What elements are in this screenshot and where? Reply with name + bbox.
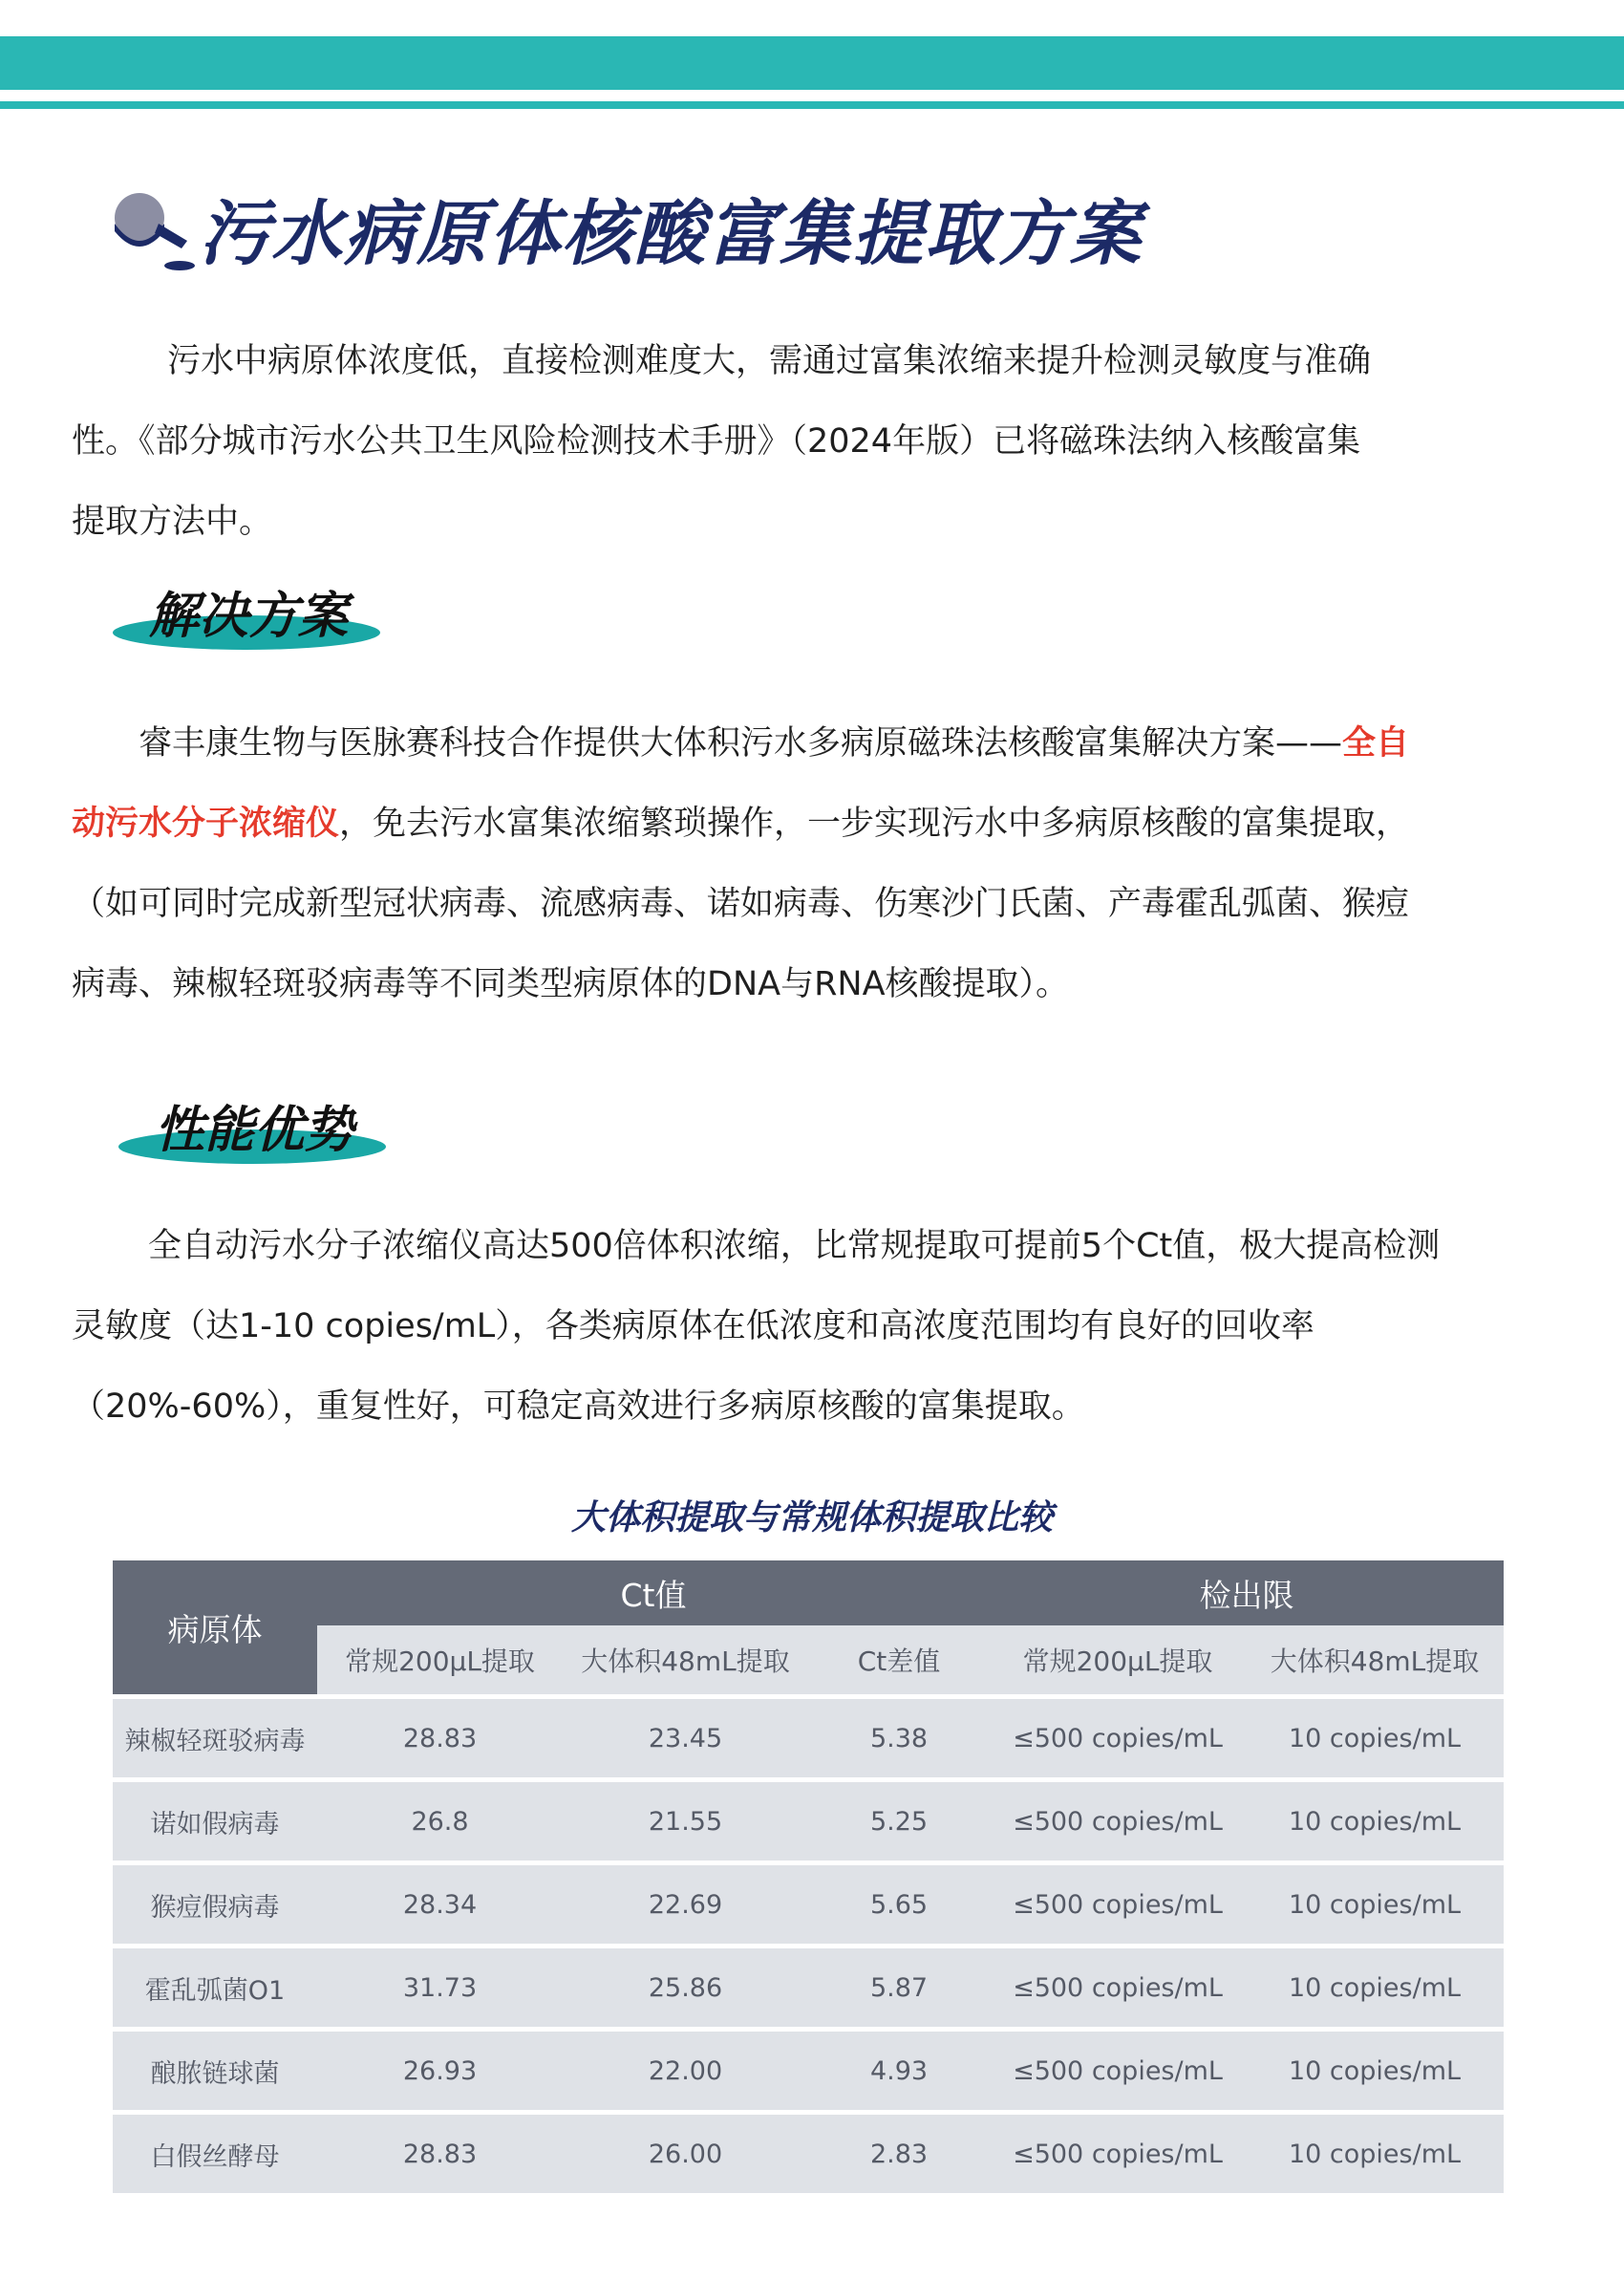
cell-ct-large: 23.45: [563, 1697, 808, 1780]
performance-line: 灵敏度（达1-10 copies/mL），各类病原体在低浓度和高浓度范围均有良好的回收率: [72, 1307, 1314, 1345]
flask-pour-icon: [107, 182, 203, 277]
title-block: [107, 172, 1349, 277]
cell-pathogen: 诺如假病毒: [113, 1780, 317, 1863]
cell-ct-standard: 26.8: [317, 1780, 563, 1863]
column-group-ct: Ct值: [317, 1560, 990, 1625]
solution-line: 动污水分子浓缩仪，免去污水富集浓缩繁琐操作，一步实现污水中多病原核酸的富集提取，: [72, 805, 1410, 843]
cell-limit-standard: ≤500 copies/mL: [990, 1697, 1246, 1780]
solution-line: （如可同时完成新型冠状病毒、流感病毒、诺如病毒、伤寒沙门氏菌、产毒霍乱弧菌、猴痘: [72, 885, 1410, 923]
performance-paragraph: [72, 1206, 1562, 1447]
header-rule: [0, 101, 1624, 109]
column-header-pathogen: 病原体: [113, 1560, 317, 1697]
table-row: [113, 2113, 1504, 2194]
performance-line: （20%-60%），重复性好，可稳定高效进行多病原核酸的富集提取。: [72, 1387, 1085, 1426]
cell-limit-standard: ≤500 copies/mL: [990, 1780, 1246, 1863]
cell-pathogen: 酿脓链球菌: [113, 2030, 317, 2113]
section-heading-solution: [113, 575, 418, 661]
cell-pathogen: 霍乱弧菌O1: [113, 1947, 317, 2030]
cell-ct-diff: 5.87: [808, 1947, 990, 2030]
cell-ct-diff: 5.65: [808, 1863, 990, 1947]
cell-pathogen: 猴痘假病毒: [113, 1863, 317, 1947]
cell-ct-large: 22.00: [563, 2030, 808, 2113]
cell-limit-standard: ≤500 copies/mL: [990, 2030, 1246, 2113]
cell-limit-large: 10 copies/mL: [1246, 2113, 1504, 2194]
performance-line: 全自动污水分子浓缩仪高达500倍体积浓缩，比常规提取可提前5个Ct值，极大提高检测: [148, 1227, 1441, 1265]
section-title: 解决方案: [149, 588, 349, 645]
table-row: [113, 1863, 1504, 1947]
solution-line: 睿丰康生物与医脉赛科技合作提供大体积污水多病原磁珠法核酸富集解决方案——全自: [139, 724, 1410, 763]
column-header: 常规200μL提取: [317, 1625, 563, 1697]
cell-ct-standard: 26.93: [317, 2030, 563, 2113]
cell-limit-large: 10 copies/mL: [1246, 1780, 1504, 1863]
cell-limit-standard: ≤500 copies/mL: [990, 1947, 1246, 2030]
cell-ct-diff: 5.38: [808, 1697, 990, 1780]
table-row: [113, 2030, 1504, 2113]
cell-pathogen: 辣椒轻斑驳病毒: [113, 1697, 317, 1780]
cell-ct-standard: 28.83: [317, 1697, 563, 1780]
cell-limit-standard: ≤500 copies/mL: [990, 1863, 1246, 1947]
column-header: 大体积48mL提取: [563, 1625, 808, 1697]
cell-ct-large: 25.86: [563, 1947, 808, 2030]
cell-pathogen: 白假丝酵母: [113, 2113, 317, 2194]
cell-limit-large: 10 copies/mL: [1246, 2030, 1504, 2113]
intro-paragraph: [72, 321, 1562, 562]
intro-line: 污水中病原体浓度低，直接检测难度大，需通过富集浓缩来提升检测灵敏度与准确: [167, 342, 1372, 380]
intro-line: 性。《部分城市污水公共卫生风险检测技术手册》（2024年版）已将磁珠法纳入核酸富集: [72, 422, 1361, 461]
cell-limit-standard: ≤500 copies/mL: [990, 2113, 1246, 2194]
header-band: [0, 36, 1624, 90]
column-header: 常规200μL提取: [990, 1625, 1246, 1697]
comparison-table: [113, 1560, 1504, 2193]
cell-ct-diff: 5.25: [808, 1780, 990, 1863]
section-heading-performance: [118, 1089, 424, 1175]
cell-limit-large: 10 copies/mL: [1246, 1863, 1504, 1947]
table-row: [113, 1780, 1504, 1863]
intro-line: 提取方法中。: [72, 503, 273, 541]
table-row: [113, 1697, 1504, 1780]
solution-line: 病毒、辣椒轻斑驳病毒等不同类型病原体的DNA与RNA核酸提取）。: [72, 965, 1070, 1003]
cell-ct-diff: 4.93: [808, 2030, 990, 2113]
cell-ct-standard: 31.73: [317, 1947, 563, 2030]
cell-limit-large: 10 copies/mL: [1246, 1947, 1504, 2030]
cell-ct-large: 22.69: [563, 1863, 808, 1947]
table-row: [113, 1947, 1504, 2030]
cell-ct-standard: 28.34: [317, 1863, 563, 1947]
table-caption: 大体积提取与常规体积提取比较: [570, 1498, 1053, 1538]
page-title: 污水病原体核酸富集提取方案: [199, 193, 1143, 275]
cell-ct-standard: 28.83: [317, 2113, 563, 2194]
cell-ct-large: 21.55: [563, 1780, 808, 1863]
section-title: 性能优势: [155, 1102, 354, 1159]
column-header: 大体积48mL提取: [1246, 1625, 1504, 1697]
cell-ct-diff: 2.83: [808, 2113, 990, 2194]
column-group-limit: 检出限: [990, 1560, 1504, 1625]
solution-paragraph: [72, 703, 1562, 1024]
cell-limit-large: 10 copies/mL: [1246, 1697, 1504, 1780]
column-header: Ct差值: [808, 1625, 990, 1697]
cell-ct-large: 26.00: [563, 2113, 808, 2194]
